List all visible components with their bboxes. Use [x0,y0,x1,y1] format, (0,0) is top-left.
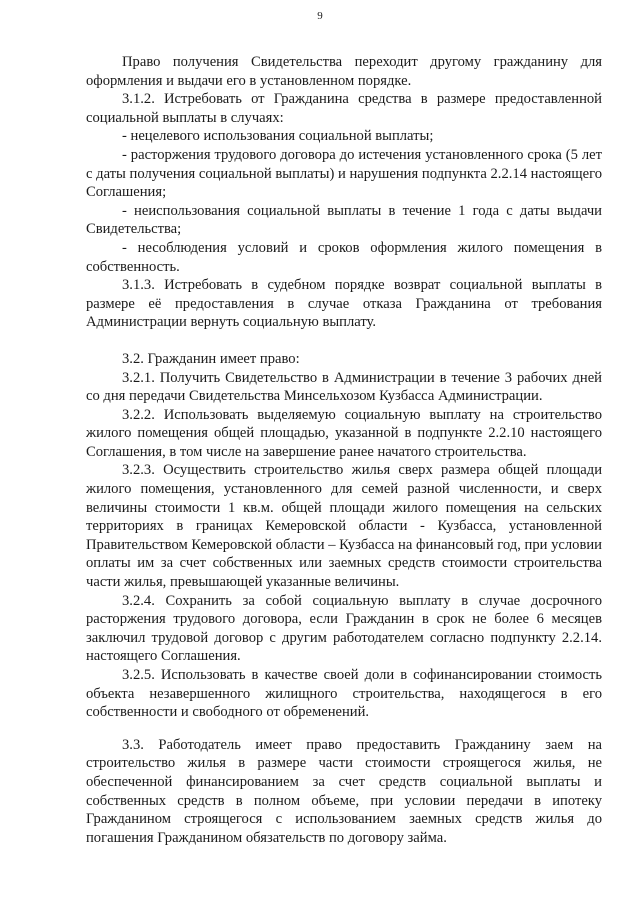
paragraph-certificate-transfer: Право получения Свидетельства переходит другому гражданину для оформления и выдачи его в установленном порядке. [86,54,602,89]
paragraph-3-2-2: 3.2.2. Использовать выделяемую социальную выплату на строительство жилого помещения общей площадью, указанной в подпункте 2.2.10 настоящего Соглашения, в том числе на завершение ранее начатого строительства. [86,406,602,460]
page-number: 9 [317,10,323,22]
paragraph-3-2-3: 3.2.3. Осуществить строительство жилья сверх размера общей площади жилого помещения, установленного для семей разной численности, и сверх величины стоимости 1 кв.м. общей площади жилого помещения на сельских территориях в границах Кемеровской области - Кузбасса, установленной Правительством Кемеровской области – Кузбасса на финансовый год, при условии оплаты им за счет собственных или заемных средств стоимости строительства части жилья, превышающей указанные величины. [86,462,602,591]
list-item-misuse: - нецелевого использования социальной выплаты; [122,128,434,145]
paragraph-3-2-5: 3.2.5. Использовать в качестве своей доли в софинансировании стоимость объекта незавершенного жилищного строительства, находящегося в его собственности и свободного от обременений. [86,667,602,721]
list-item-contract-termination: - расторжения трудового договора до истечения установленного срока (5 лет с даты получения социальной выплаты) и нарушения подпункта 2.2.14 настоящего Соглашения; [86,146,602,201]
paragraph-3-1-3: 3.1.3. Истребовать в судебном порядке возврат социальной выплаты в размере её предоставления в случае отказа Гражданина от требования Администрации вернуть социальную выплату. [86,277,602,331]
list-item-non-compliance: - несоблюдения условий и сроков оформления жилого помещения в собственность. [86,239,602,275]
paragraph-3-2-heading: 3.2. Гражданин имеет право: [122,350,300,367]
paragraph-3-3: 3.3. Работодатель имеет право предоставить Гражданину заем на строительство жилья в размере части стоимости строящегося жилья, не обеспеченной финансированием за счет средств социальной выплаты и собственных средств в полном объеме, при условии передачи в ипотеку Гражданином строящегося с использованием заемных средств жилья до погашения Гражданином обязательств по договору займа. [86,736,602,846]
list-item-non-use: - неиспользования социальной выплаты в течение 1 года с даты выдачи Свидетельства; [86,202,602,238]
paragraph-3-2-4: 3.2.4. Сохранить за собой социальную выплату в случае досрочного расторжения трудового договора, если Гражданин в срок не более 6 месяцев заключил трудовой договор с другим работодателем согласно подпункту 2.2.14. настоящего Соглашения. [86,592,602,665]
paragraph-3-1-2: 3.1.2. Истребовать от Гражданина средства в размере предоставленной социальной выплаты в случаях: [86,91,602,126]
document-body [86,53,602,847]
paragraph-3-2-1: 3.2.1. Получить Свидетельство в Администрации в течение 3 рабочих дней со дня передачи Свидетельства Минсельхозом Кузбасса Администрации. [86,369,602,405]
